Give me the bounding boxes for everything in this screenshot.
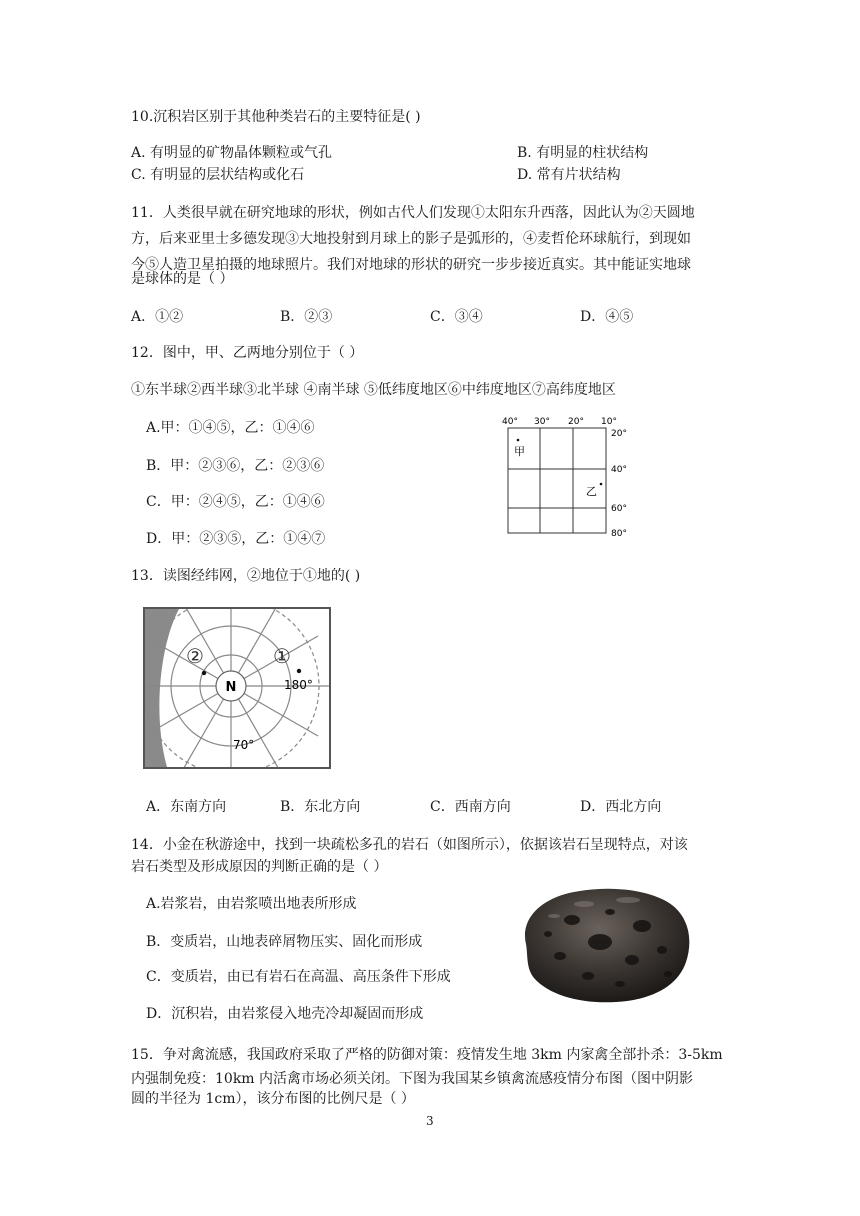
q15-stem-line3: 圆的半径为 1cm），该分布图的比例尺是（ ） [131,1091,415,1107]
q13-option-d: D．西北方向 [580,799,662,815]
point-1-label: ① [273,644,291,668]
q10-option-b: B. 有明显的柱状结构 [517,145,649,161]
point-jia-label: 甲 [514,445,525,458]
q10-option-a: A. 有明显的矿物晶体颗粒或气孔 [131,145,333,161]
q10-option-d: D. 常有片状结构 [517,167,621,183]
q14-stem-line1: 14．小金在秋游途中，找到一块疏松多孔的岩石（如图所示），依据该岩石呈现特点，对该 [131,837,688,853]
point-yi-label: 乙 [586,485,597,498]
latitude-70-label: 70° [233,738,255,752]
q15-stem-line2: 内强制免疫：10km 内活禽市场必须关闭。下图为我国某乡镇禽流感疫情分布图（图中阴影 [131,1071,694,1087]
q13-option-c: C．西南方向 [430,799,511,815]
point-2-dot [202,671,206,675]
point-jia-dot [517,439,520,442]
lon-label-20: 20° [568,417,584,427]
polar-graticule-map [143,607,331,769]
q12-option-a: A.甲：①④⑤，乙：①④⑥ [146,420,315,436]
q13-option-a: A．东南方向 [146,799,227,815]
q10-option-c: C. 有明显的层状结构或化石 [131,167,305,183]
q11-stem-line3: 今⑤人造卫星拍摄的地球照片。我们对地球的形状的研究一步步接近真实。其中能证实地球 [131,257,691,273]
grid-border [508,428,606,533]
q14-stem-line2: 岩石类型及形成原因的判断正确的是（ ） [131,859,388,875]
q11-stem-line1: 11．人类很早就在研究地球的形状，例如古代人们发现①太阳东升西落，因此认为②天圆地 [131,205,695,221]
longitude-180-label: 180° [284,678,313,692]
q13-option-b: B．东北方向 [280,799,361,815]
q10-stem: 10.沉积岩区别于其他种类岩石的主要特征是( ) [131,109,421,125]
q12-stem: 12．图中，甲、乙两地分别位于（ ） [131,345,364,361]
q11-option-c: C．③④ [430,309,483,325]
q14-option-b: B．变质岩，山地表碎屑物压实、固化而形成 [146,934,423,950]
page-number: 3 [426,1114,434,1128]
point-1-dot [297,669,301,673]
lon-label-40: 40° [502,417,518,427]
q11-option-a: A．①② [131,309,184,325]
porous-rock-image [512,880,696,1004]
lat-lon-grid-figure [495,412,645,542]
lon-label-10: 10° [601,417,617,427]
q11-stem-line2: 方，后来亚里士多德发现③大地投射到月球上的影子是弧形的，④麦哲伦环球航行，到现如 [131,231,691,247]
q14-option-d: D．沉积岩，由岩浆侵入地壳冷却凝固而形成 [146,1006,424,1022]
north-pole-label: N [225,680,237,695]
q13-stem: 13．读图经纬网，②地位于①地的( ) [131,568,361,584]
lat-label-20: 20° [611,429,627,439]
lat-label-60: 60° [611,504,627,514]
point-2-label: ② [186,644,204,668]
lat-label-80: 80° [611,529,627,539]
q12-option-c: C．甲：②④⑤，乙：①④⑥ [146,494,325,510]
q11-option-d: D．④⑤ [580,309,634,325]
q15-stem-line1: 15．争对禽流感，我国政府采取了严格的防御对策：疫情发生地 3km 内家禽全部扑杀：3-5km [131,1047,723,1063]
q11-stem-line4: 是球体的是（ ） [131,271,234,287]
q11-option-b: B．②③ [280,309,333,325]
q12-option-d: D．甲：②③⑤，乙：①④⑦ [146,531,326,547]
q12-options-legend: ①东半球②西半球③北半球 ④南半球 ⑤低纬度地区⑥中纬度地区⑦高纬度地区 [131,382,616,398]
lat-label-40: 40° [611,465,627,475]
lon-label-30: 30° [534,417,550,427]
q12-option-b: B．甲：②③⑥，乙：②③⑥ [146,458,325,474]
q14-option-c: C．变质岩，由已有岩石在高温、高压条件下形成 [146,969,451,985]
q14-option-a: A.岩浆岩，由岩浆喷出地表所形成 [146,896,357,912]
point-yi-dot [600,483,603,486]
